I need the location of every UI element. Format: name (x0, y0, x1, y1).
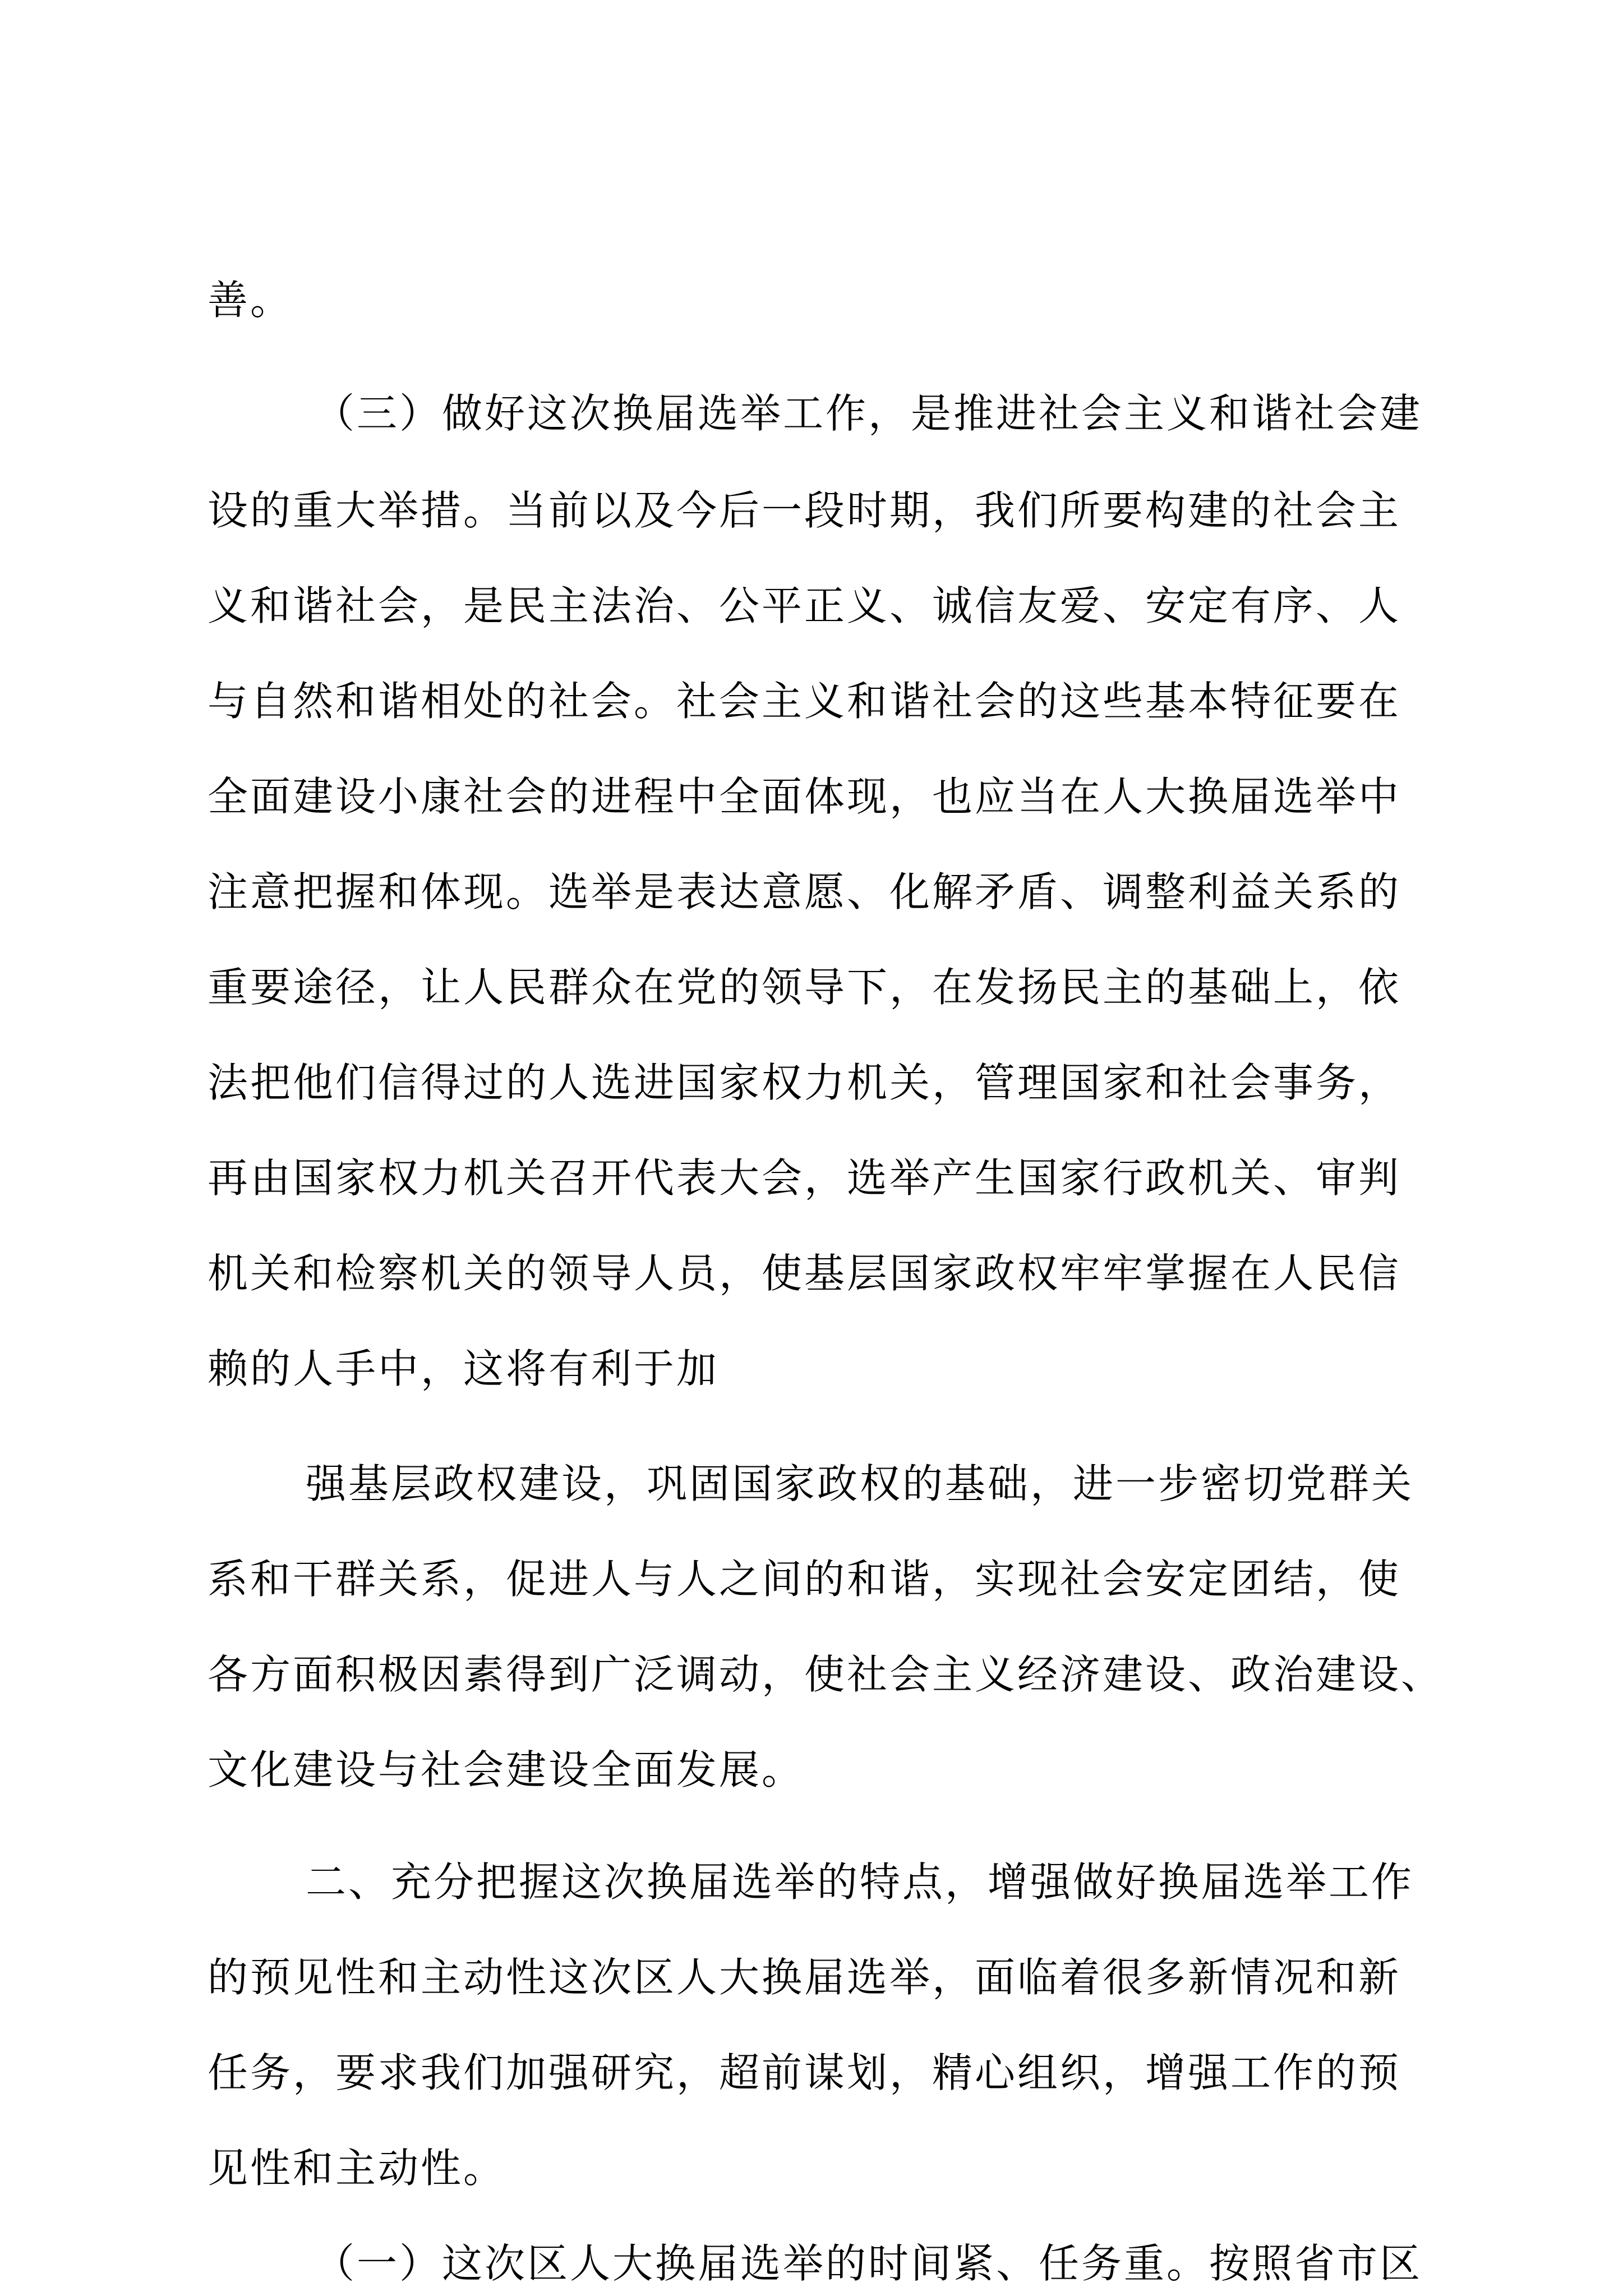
text-line-8: 重要途径，让人民群众在党的领导下，在发扬民主的基础上，依 (208, 964, 1401, 1011)
text-line-4: 义和谐社会，是民主法治、公平正义、诚信友爱、安定有序、人 (208, 582, 1401, 629)
text-line-13: 强基层政权建设，巩固国家政权的基础，进一步密切党群关 (306, 1460, 1414, 1507)
text-line-2: （三）做好这次换届选举工作，是推进社会主义和谐社会建 (314, 390, 1423, 437)
text-line-7: 注意把握和体现。选举是表达意愿、化解矛盾、调整利益关系的 (208, 868, 1401, 915)
text-line-14: 系和干群关系，促进人与人之间的和谐，实现社会安定团结，使 (208, 1556, 1401, 1603)
text-line-6: 全面建设小康社会的进程中全面体现，也应当在人大换届选举中 (208, 773, 1401, 820)
text-line-12: 赖的人手中，这将有利于加 (208, 1345, 720, 1392)
text-line-1: 善。 (208, 277, 293, 324)
text-line-18: 的预见性和主动性这次区人大换届选举，面临着很多新情况和新 (208, 1954, 1401, 2001)
text-line-21: （一）这次区人大换届选举的时间紧、任务重。按照省市区 (314, 2240, 1423, 2287)
text-line-9: 法把他们信得过的人选进国家权力机关，管理国家和社会事务， (208, 1059, 1401, 1106)
text-line-17: 二、充分把握这次换届选举的特点，增强做好换届选举工作 (306, 1858, 1414, 1906)
text-line-3: 设的重大举措。当前以及今后一段时期，我们所要构建的社会主 (208, 487, 1401, 534)
text-line-20: 见性和主动性。 (208, 2145, 506, 2192)
text-line-16: 文化建设与社会建设全面发展。 (208, 1746, 805, 1793)
text-line-15: 各方面积极因素得到广泛调动，使社会主义经济建设、政治建设、 (208, 1651, 1444, 1698)
text-line-10: 再由国家权力机关召开代表大会，选举产生国家行政机关、审判 (208, 1154, 1401, 1202)
text-line-11: 机关和检察机关的领导人员，使基层国家政权牢牢掌握在人民信 (208, 1250, 1401, 1297)
text-line-5: 与自然和谐相处的社会。社会主义和谐社会的这些基本特征要在 (208, 678, 1401, 725)
text-line-19: 任务，要求我们加强研究，超前谋划，精心组织，增强工作的预 (208, 2049, 1401, 2096)
